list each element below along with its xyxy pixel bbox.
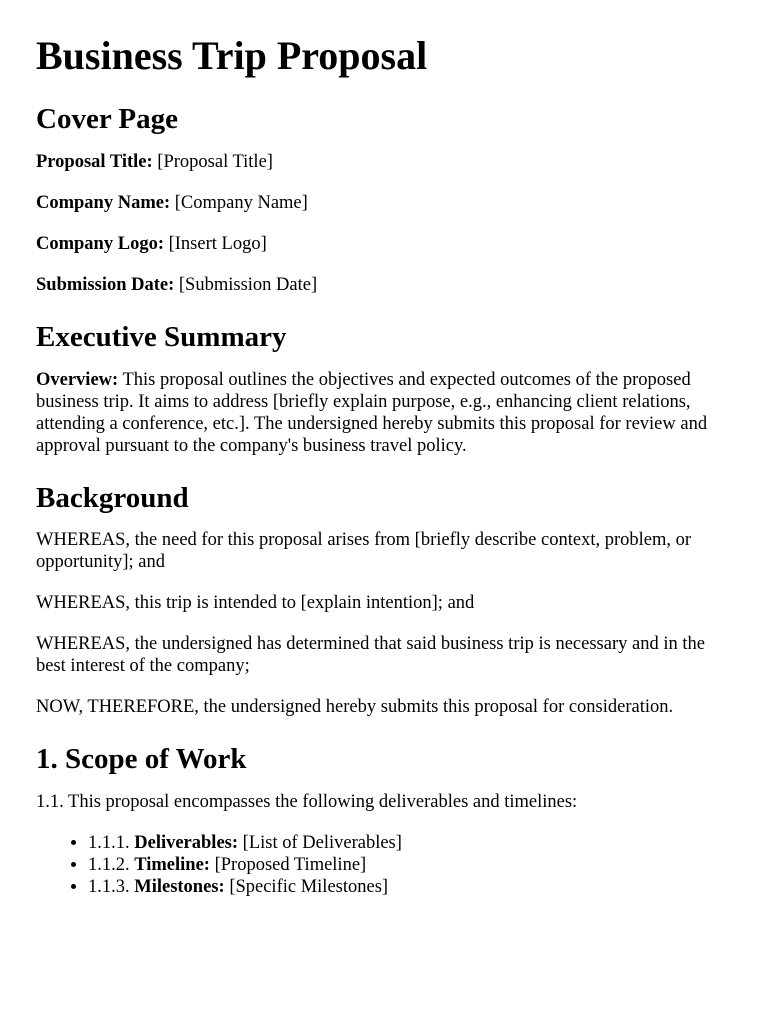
document-title: Business Trip Proposal	[36, 33, 428, 78]
field-value: [Proposal Title]	[152, 151, 273, 172]
item-value: [List of Deliverables]	[238, 833, 402, 854]
item-number: 1.1.1.	[88, 833, 135, 854]
scope-of-work-heading: 1. Scope of Work	[36, 743, 247, 776]
item-value: [Proposed Timeline]	[209, 855, 367, 876]
background-heading: Background	[36, 481, 189, 514]
item-number: 1.1.3.	[88, 877, 135, 898]
overview-paragraph	[36, 369, 734, 457]
overview-label: Overview:	[36, 369, 119, 390]
scope-list	[36, 832, 734, 898]
list-item	[88, 832, 734, 854]
cover-page-heading: Cover Page	[36, 103, 178, 135]
field-label: Company Name:	[36, 192, 171, 213]
list-item	[88, 876, 734, 898]
executive-summary-section	[36, 320, 734, 457]
overview-text: This proposal outlines the objectives and expected outcomes of the proposed business trip. It aims to address [briefly explain purpose, e.g., enhancing client relations, attending a conference, etc.]. The undersigned hereby submits this proposal for review and approval pursuant to the company's business travel policy.	[36, 369, 708, 456]
executive-summary-heading: Executive Summary	[36, 320, 287, 353]
cover-field-company-name	[36, 192, 734, 214]
background-paragraph: WHEREAS, this trip is intended to [explain intention]; and	[36, 593, 475, 614]
item-value: [Specific Milestones]	[224, 877, 389, 898]
field-label: Proposal Title:	[36, 151, 153, 172]
scope-of-work-section	[36, 742, 734, 898]
field-label: Company Logo:	[36, 233, 164, 254]
background-section	[36, 481, 734, 719]
item-label: Timeline:	[134, 855, 210, 876]
scope-intro: 1.1. This proposal encompasses the following deliverables and timelines:	[36, 792, 578, 813]
background-paragraph: WHEREAS, the undersigned has determined that said business trip is necessary and in the best interest of the company;	[36, 634, 705, 677]
list-item	[88, 854, 734, 876]
cover-field-company-logo	[36, 233, 734, 255]
cover-field-proposal-title	[36, 151, 734, 173]
field-label: Submission Date:	[36, 274, 175, 295]
cover-field-submission-date	[36, 274, 734, 296]
item-label: Deliverables:	[134, 833, 239, 854]
background-paragraph: NOW, THEREFORE, the undersigned hereby submits this proposal for consideration.	[36, 697, 674, 718]
background-paragraph: WHEREAS, the need for this proposal arises from [briefly describe context, problem, or opportunity]; and	[36, 530, 692, 573]
cover-page-section	[36, 102, 734, 296]
field-value: [Submission Date]	[174, 274, 318, 295]
item-number: 1.1.2.	[88, 855, 135, 876]
item-label: Milestones:	[134, 877, 225, 898]
field-value: [Insert Logo]	[163, 233, 267, 254]
field-value: [Company Name]	[170, 192, 308, 213]
